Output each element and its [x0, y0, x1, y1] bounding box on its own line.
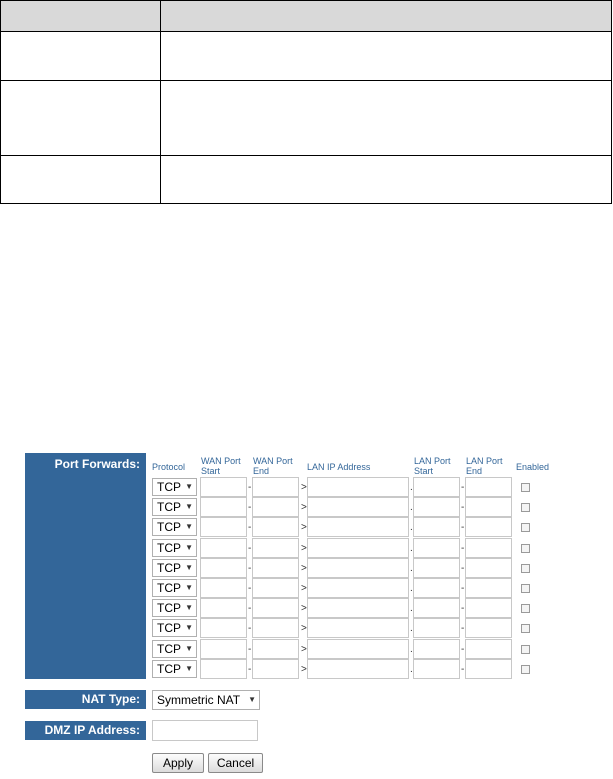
col-header-protocol: Protocol	[152, 462, 186, 472]
dot-separator: .	[410, 623, 413, 634]
dot-separator: .	[410, 583, 413, 594]
lan-port-start-input[interactable]	[413, 618, 460, 638]
col-header-lan-start-l2: Start	[414, 466, 434, 476]
wan-port-end-input[interactable]	[252, 517, 299, 537]
dash-separator: -	[248, 623, 252, 634]
lan-port-start-input[interactable]	[413, 497, 460, 517]
protocol-select[interactable]	[152, 579, 197, 597]
lan-ip-input[interactable]	[307, 639, 409, 659]
wan-port-end-input[interactable]	[252, 598, 299, 618]
port-forwards-label	[25, 453, 146, 679]
lan-port-end-input[interactable]	[465, 578, 512, 598]
chevron-down-icon: ▼	[248, 695, 256, 704]
lan-ip-input[interactable]	[307, 558, 409, 578]
wan-port-start-input[interactable]	[200, 659, 247, 679]
wan-port-start-input[interactable]	[200, 598, 247, 618]
protocol-value: TCP	[157, 642, 181, 656]
lan-port-end-input[interactable]	[465, 497, 512, 517]
protocol-select[interactable]	[152, 660, 197, 678]
dash-separator: -	[461, 482, 465, 493]
arrow-separator: >	[301, 623, 307, 634]
arrow-separator: >	[301, 644, 307, 655]
dash-separator: -	[248, 522, 252, 533]
chevron-down-icon: ▼	[185, 563, 193, 572]
dash-separator: -	[248, 543, 252, 554]
enabled-checkbox[interactable]	[521, 604, 530, 613]
apply-button[interactable]: Apply	[152, 753, 204, 773]
dash-separator: -	[248, 664, 252, 675]
table-row-divider	[1, 80, 611, 81]
nat-type-value: Symmetric NAT	[157, 693, 241, 707]
col-header-lan-start-l1: LAN Port	[414, 456, 451, 466]
dot-separator: .	[410, 543, 413, 554]
lan-port-end-input[interactable]	[465, 517, 512, 537]
lan-port-end-input[interactable]	[465, 477, 512, 497]
dot-separator: .	[410, 522, 413, 533]
arrow-separator: >	[301, 664, 307, 675]
dot-separator: .	[410, 502, 413, 513]
lan-ip-input[interactable]	[307, 477, 409, 497]
dash-separator: -	[461, 583, 465, 594]
dot-separator: .	[410, 664, 413, 675]
dmz-ip-input[interactable]	[152, 720, 258, 741]
dot-separator: .	[410, 482, 413, 493]
enabled-checkbox[interactable]	[521, 645, 530, 654]
lan-ip-input[interactable]	[307, 517, 409, 537]
lan-ip-input[interactable]	[307, 598, 409, 618]
arrow-separator: >	[301, 482, 307, 493]
chevron-down-icon: ▼	[185, 522, 193, 531]
protocol-select[interactable]	[152, 518, 197, 536]
col-header-wan-end	[253, 456, 293, 476]
enabled-checkbox[interactable]	[521, 523, 530, 532]
lan-port-start-input[interactable]	[413, 477, 460, 497]
protocol-value: TCP	[157, 581, 181, 595]
lan-port-end-input[interactable]	[465, 558, 512, 578]
protocol-value: TCP	[157, 662, 181, 676]
dash-separator: -	[461, 623, 465, 634]
dash-separator: -	[461, 644, 465, 655]
wan-port-start-input[interactable]	[200, 618, 247, 638]
wan-port-end-input[interactable]	[252, 558, 299, 578]
chevron-down-icon: ▼	[185, 623, 193, 632]
lan-ip-input[interactable]	[307, 618, 409, 638]
dash-separator: -	[461, 603, 465, 614]
protocol-select[interactable]	[152, 498, 197, 516]
dash-separator: -	[248, 502, 252, 513]
lan-port-end-input[interactable]	[465, 659, 512, 679]
dot-separator: .	[410, 644, 413, 655]
protocol-select[interactable]	[152, 599, 197, 617]
wan-port-end-input[interactable]	[252, 538, 299, 558]
col-header-lan-end	[466, 456, 503, 476]
protocol-value: TCP	[157, 500, 181, 514]
enabled-checkbox[interactable]	[521, 483, 530, 492]
arrow-separator: >	[301, 603, 307, 614]
wan-port-start-input[interactable]	[200, 538, 247, 558]
description-table	[0, 0, 612, 204]
chevron-down-icon: ▼	[185, 482, 193, 491]
col-header-wan-start	[201, 456, 241, 476]
col-header-wan-end-l2: End	[253, 466, 270, 476]
table-column-divider	[160, 1, 161, 203]
col-header-enabled: Enabled	[516, 462, 550, 472]
nat-type-label	[25, 690, 146, 709]
lan-port-start-input[interactable]	[413, 558, 460, 578]
nat-type-select[interactable]	[152, 690, 260, 710]
col-header-wan-start-l1: WAN Port	[201, 456, 241, 466]
enabled-checkbox[interactable]	[521, 624, 530, 633]
dot-separator: .	[410, 603, 413, 614]
col-header-wan-start-l2: Start	[201, 466, 221, 476]
enabled-checkbox[interactable]	[521, 503, 530, 512]
wan-port-end-input[interactable]	[252, 659, 299, 679]
chevron-down-icon: ▼	[185, 583, 193, 592]
enabled-checkbox[interactable]	[521, 544, 530, 553]
wan-port-end-input[interactable]	[252, 618, 299, 638]
lan-ip-input[interactable]	[307, 659, 409, 679]
chevron-down-icon: ▼	[185, 644, 193, 653]
nat-type-label-text: NAT Type:	[81, 692, 140, 706]
chevron-down-icon: ▼	[185, 664, 193, 673]
lan-port-start-input[interactable]	[413, 639, 460, 659]
col-header-wan-end-l1: WAN Port	[253, 456, 293, 466]
dot-separator: .	[410, 563, 413, 574]
table-header-row	[1, 1, 611, 32]
wan-port-end-input[interactable]	[252, 639, 299, 659]
col-header-lan-end-l2: End	[466, 466, 483, 476]
dash-separator: -	[461, 664, 465, 675]
lan-port-start-input[interactable]	[413, 538, 460, 558]
dash-separator: -	[461, 543, 465, 554]
wan-port-start-input[interactable]	[200, 517, 247, 537]
col-header-lan-start	[414, 456, 451, 476]
protocol-select[interactable]	[152, 559, 197, 577]
protocol-select[interactable]	[152, 640, 197, 658]
protocol-select[interactable]	[152, 478, 197, 496]
lan-ip-input[interactable]	[307, 497, 409, 517]
chevron-down-icon: ▼	[185, 502, 193, 511]
lan-port-start-input[interactable]	[413, 517, 460, 537]
dash-separator: -	[248, 482, 252, 493]
dash-separator: -	[461, 502, 465, 513]
dash-separator: -	[248, 644, 252, 655]
enabled-checkbox[interactable]	[521, 665, 530, 674]
wan-port-start-input[interactable]	[200, 497, 247, 517]
dash-separator: -	[248, 563, 252, 574]
dmz-ip-label	[25, 721, 146, 740]
protocol-value: TCP	[157, 621, 181, 635]
enabled-checkbox[interactable]	[521, 584, 530, 593]
protocol-select[interactable]	[152, 539, 197, 557]
lan-port-end-input[interactable]	[465, 639, 512, 659]
lan-port-end-input[interactable]	[465, 538, 512, 558]
wan-port-end-input[interactable]	[252, 578, 299, 598]
protocol-value: TCP	[157, 480, 181, 494]
protocol-value: TCP	[157, 520, 181, 534]
arrow-separator: >	[301, 543, 307, 554]
port-forwards-label-text: Port Forwards:	[54, 457, 140, 471]
wan-port-start-input[interactable]	[200, 578, 247, 598]
protocol-value: TCP	[157, 601, 181, 615]
dash-separator: -	[461, 522, 465, 533]
dash-separator: -	[461, 563, 465, 574]
col-header-lan-ip: LAN IP Address	[307, 462, 371, 472]
arrow-separator: >	[301, 522, 307, 533]
wan-port-end-input[interactable]	[252, 477, 299, 497]
arrow-separator: >	[301, 502, 307, 513]
wan-port-start-input[interactable]	[200, 558, 247, 578]
dash-separator: -	[248, 603, 252, 614]
lan-port-end-input[interactable]	[465, 598, 512, 618]
lan-port-end-input[interactable]	[465, 618, 512, 638]
dmz-ip-label-text: DMZ IP Address:	[44, 723, 140, 737]
table-row-divider	[1, 155, 611, 156]
enabled-checkbox[interactable]	[521, 564, 530, 573]
wan-port-start-input[interactable]	[200, 477, 247, 497]
col-header-lan-end-l1: LAN Port	[466, 456, 503, 466]
cancel-button[interactable]: Cancel	[208, 753, 263, 773]
chevron-down-icon: ▼	[185, 603, 193, 612]
wan-port-end-input[interactable]	[252, 497, 299, 517]
lan-port-start-input[interactable]	[413, 578, 460, 598]
protocol-value: TCP	[157, 561, 181, 575]
chevron-down-icon: ▼	[185, 543, 193, 552]
arrow-separator: >	[301, 583, 307, 594]
lan-ip-input[interactable]	[307, 578, 409, 598]
arrow-separator: >	[301, 563, 307, 574]
lan-ip-input[interactable]	[307, 538, 409, 558]
protocol-select[interactable]	[152, 619, 197, 637]
protocol-value: TCP	[157, 541, 181, 555]
wan-port-start-input[interactable]	[200, 639, 247, 659]
dash-separator: -	[248, 583, 252, 594]
lan-port-start-input[interactable]	[413, 659, 460, 679]
lan-port-start-input[interactable]	[413, 598, 460, 618]
